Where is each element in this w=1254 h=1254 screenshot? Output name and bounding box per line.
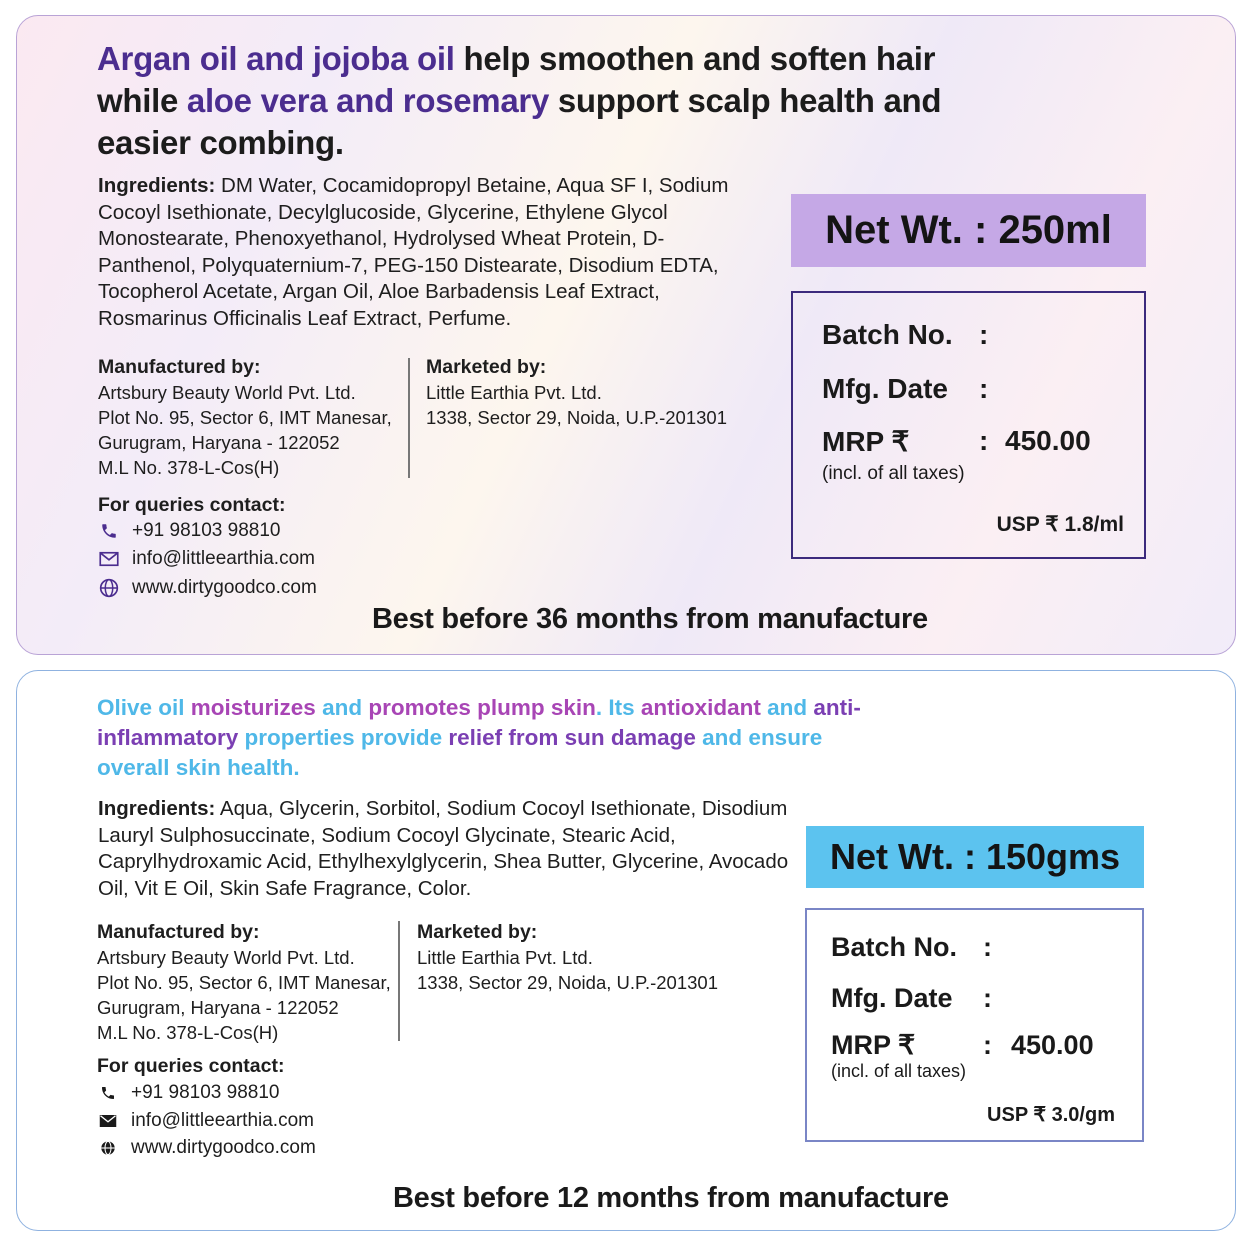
website-url[interactable]: www.dirtygoodco.com: [132, 577, 317, 598]
colon: :: [979, 373, 989, 404]
headline-segment: . Its: [595, 695, 635, 720]
best-before: Best before 36 months from manufacture: [372, 603, 928, 635]
headline-text: support scalp health and easier combing.: [97, 82, 942, 161]
address-line: Little Earthia Pvt. Ltd.: [426, 382, 602, 403]
headline-segment: properties provide: [238, 725, 443, 750]
phone-number[interactable]: +91 98103 98810: [131, 1082, 280, 1103]
manufactured-by-address: [98, 380, 392, 480]
address-line: Gurugram, Haryana - 122052: [98, 432, 340, 453]
colon: :: [983, 983, 992, 1013]
email-address[interactable]: info@littleearthia.com: [131, 1110, 314, 1131]
best-before: Best before 12 months from manufacture: [393, 1182, 949, 1214]
batch-number-label: Batch No.: [831, 932, 958, 962]
marketed-by-title: Marketed by:: [426, 356, 547, 378]
headline-segment: and ensure overall skin health.: [97, 725, 823, 780]
batch-number-label: Batch No.: [822, 319, 953, 350]
mrp-tax-note: (incl. of all taxes): [822, 463, 965, 484]
manufactured-by-title: Manufactured by:: [97, 921, 260, 943]
contact-website: [98, 577, 317, 599]
ingredients: [98, 796, 798, 902]
divider: [408, 358, 410, 478]
mrp-label: MRP ₹: [822, 426, 910, 457]
phone-icon: [98, 520, 120, 542]
marketed-by-address: [417, 945, 718, 995]
license-number: M.L No. 378-L-Cos(H): [98, 457, 280, 478]
headline-segment: and: [760, 695, 814, 720]
address-line: 1338, Sector 29, Noida, U.P.-201301: [417, 972, 719, 993]
net-weight-badge: Net Wt. : 150gms: [806, 826, 1144, 888]
ingredients: [98, 173, 738, 333]
contact-phone: [97, 1082, 279, 1104]
contact-email: [98, 548, 315, 570]
contact-website: [97, 1137, 316, 1159]
globe-icon: [97, 1137, 119, 1159]
address-line: Artsbury Beauty World Pvt. Ltd.: [98, 382, 356, 403]
address-line: Plot No. 95, Sector 6, IMT Manesar,: [97, 972, 391, 993]
contact-phone: [98, 520, 280, 542]
license-number: M.L No. 378-L-Cos(H): [97, 1022, 279, 1043]
headline-segment: and: [315, 695, 363, 720]
marketed-by-title: Marketed by:: [417, 921, 538, 943]
net-weight-badge: Net Wt. : 250ml: [791, 194, 1146, 267]
contact-email: [97, 1110, 314, 1132]
ingredients-label: Ingredients:: [98, 797, 216, 820]
headline: [97, 38, 997, 164]
headline-highlight: Argan oil and jojoba oil: [97, 40, 455, 77]
mfg-date-label: Mfg. Date: [831, 983, 953, 1013]
headline-segment: relief from sun damage: [442, 725, 696, 750]
phone-icon: [97, 1082, 119, 1104]
marketed-by-address: [426, 380, 727, 430]
mrp-label: MRP ₹: [831, 1030, 916, 1060]
mail-icon: [98, 548, 120, 570]
manufactured-by-title: Manufactured by:: [98, 356, 261, 378]
mrp-value: 450.00: [1005, 425, 1091, 456]
headline-highlight: aloe vera and rosemary: [186, 82, 549, 119]
queries-contact-title: For queries contact:: [97, 1055, 285, 1077]
headline: [97, 693, 897, 783]
address-line: Little Earthia Pvt. Ltd.: [417, 947, 593, 968]
mrp-value: 450.00: [1011, 1030, 1094, 1060]
unit-sale-price: USP ₹ 1.8/ml: [996, 513, 1124, 536]
headline-segment: antioxidant: [634, 695, 761, 720]
colon: :: [983, 1030, 992, 1060]
manufactured-by-address: [97, 945, 391, 1045]
headline-segment: Olive oil: [97, 695, 185, 720]
label-card-body-wash: [16, 670, 1236, 1231]
address-line: Gurugram, Haryana - 122052: [97, 997, 339, 1018]
colon: :: [983, 932, 992, 962]
colon: :: [979, 319, 989, 350]
address-line: 1338, Sector 29, Noida, U.P.-201301: [426, 407, 728, 428]
ingredients-label: Ingredients:: [98, 174, 216, 197]
mail-icon: [97, 1110, 119, 1132]
headline-segment: moisturizes: [184, 695, 316, 720]
address-line: Plot No. 95, Sector 6, IMT Manesar,: [98, 407, 392, 428]
ingredients-text: DM Water, Cocamidopropyl Betaine, Aqua SF I, Sodium Cocoyl Isethionate, Decylglucoside, Glycerine, Ethylene Glycol Monostearate, Phenoxyethanol, Hydrolysed Wheat Protein, D-Panthenol, Polyquaternium-7, PEG-150 Distearate, Disodium EDTA, Tocopherol Acetate, Argan Oil, Aloe Barbadensis Leaf Extract, Rosmarinus Officinalis Leaf Extract, Perfume.: [98, 174, 729, 330]
unit-sale-price: USP ₹ 3.0/gm: [987, 1104, 1115, 1126]
label-card-shampoo: [16, 15, 1236, 655]
divider: [398, 921, 400, 1041]
headline-text: help smoothen and soften hair while: [97, 40, 936, 119]
phone-number[interactable]: +91 98103 98810: [132, 520, 281, 541]
website-url[interactable]: www.dirtygoodco.com: [131, 1137, 316, 1158]
globe-icon: [98, 577, 120, 599]
queries-contact-title: For queries contact:: [98, 494, 286, 516]
colon: :: [979, 425, 989, 456]
address-line: Artsbury Beauty World Pvt. Ltd.: [97, 947, 355, 968]
email-address[interactable]: info@littleearthia.com: [132, 548, 315, 569]
headline-segment: promotes plump skin: [362, 695, 596, 720]
batch-info-box: [805, 908, 1144, 1142]
ingredients-text: Aqua, Glycerin, Sorbitol, Sodium Cocoyl Isethionate, Disodium Lauryl Sulphosuccinate, Sodium Cocoyl Glycinate, Stearic Acid, Caprylhydroxamic Acid, Ethylhexylglycerin, Shea Butter, Glycerine, Avocado Oil, Vit E Oil, Skin Safe Fragrance, Color.: [98, 797, 789, 900]
batch-info-box: [791, 291, 1146, 559]
mrp-tax-note: (incl. of all taxes): [831, 1061, 967, 1081]
mfg-date-label: Mfg. Date: [822, 373, 948, 404]
headline-segment: anti-inflammatory: [97, 695, 861, 750]
